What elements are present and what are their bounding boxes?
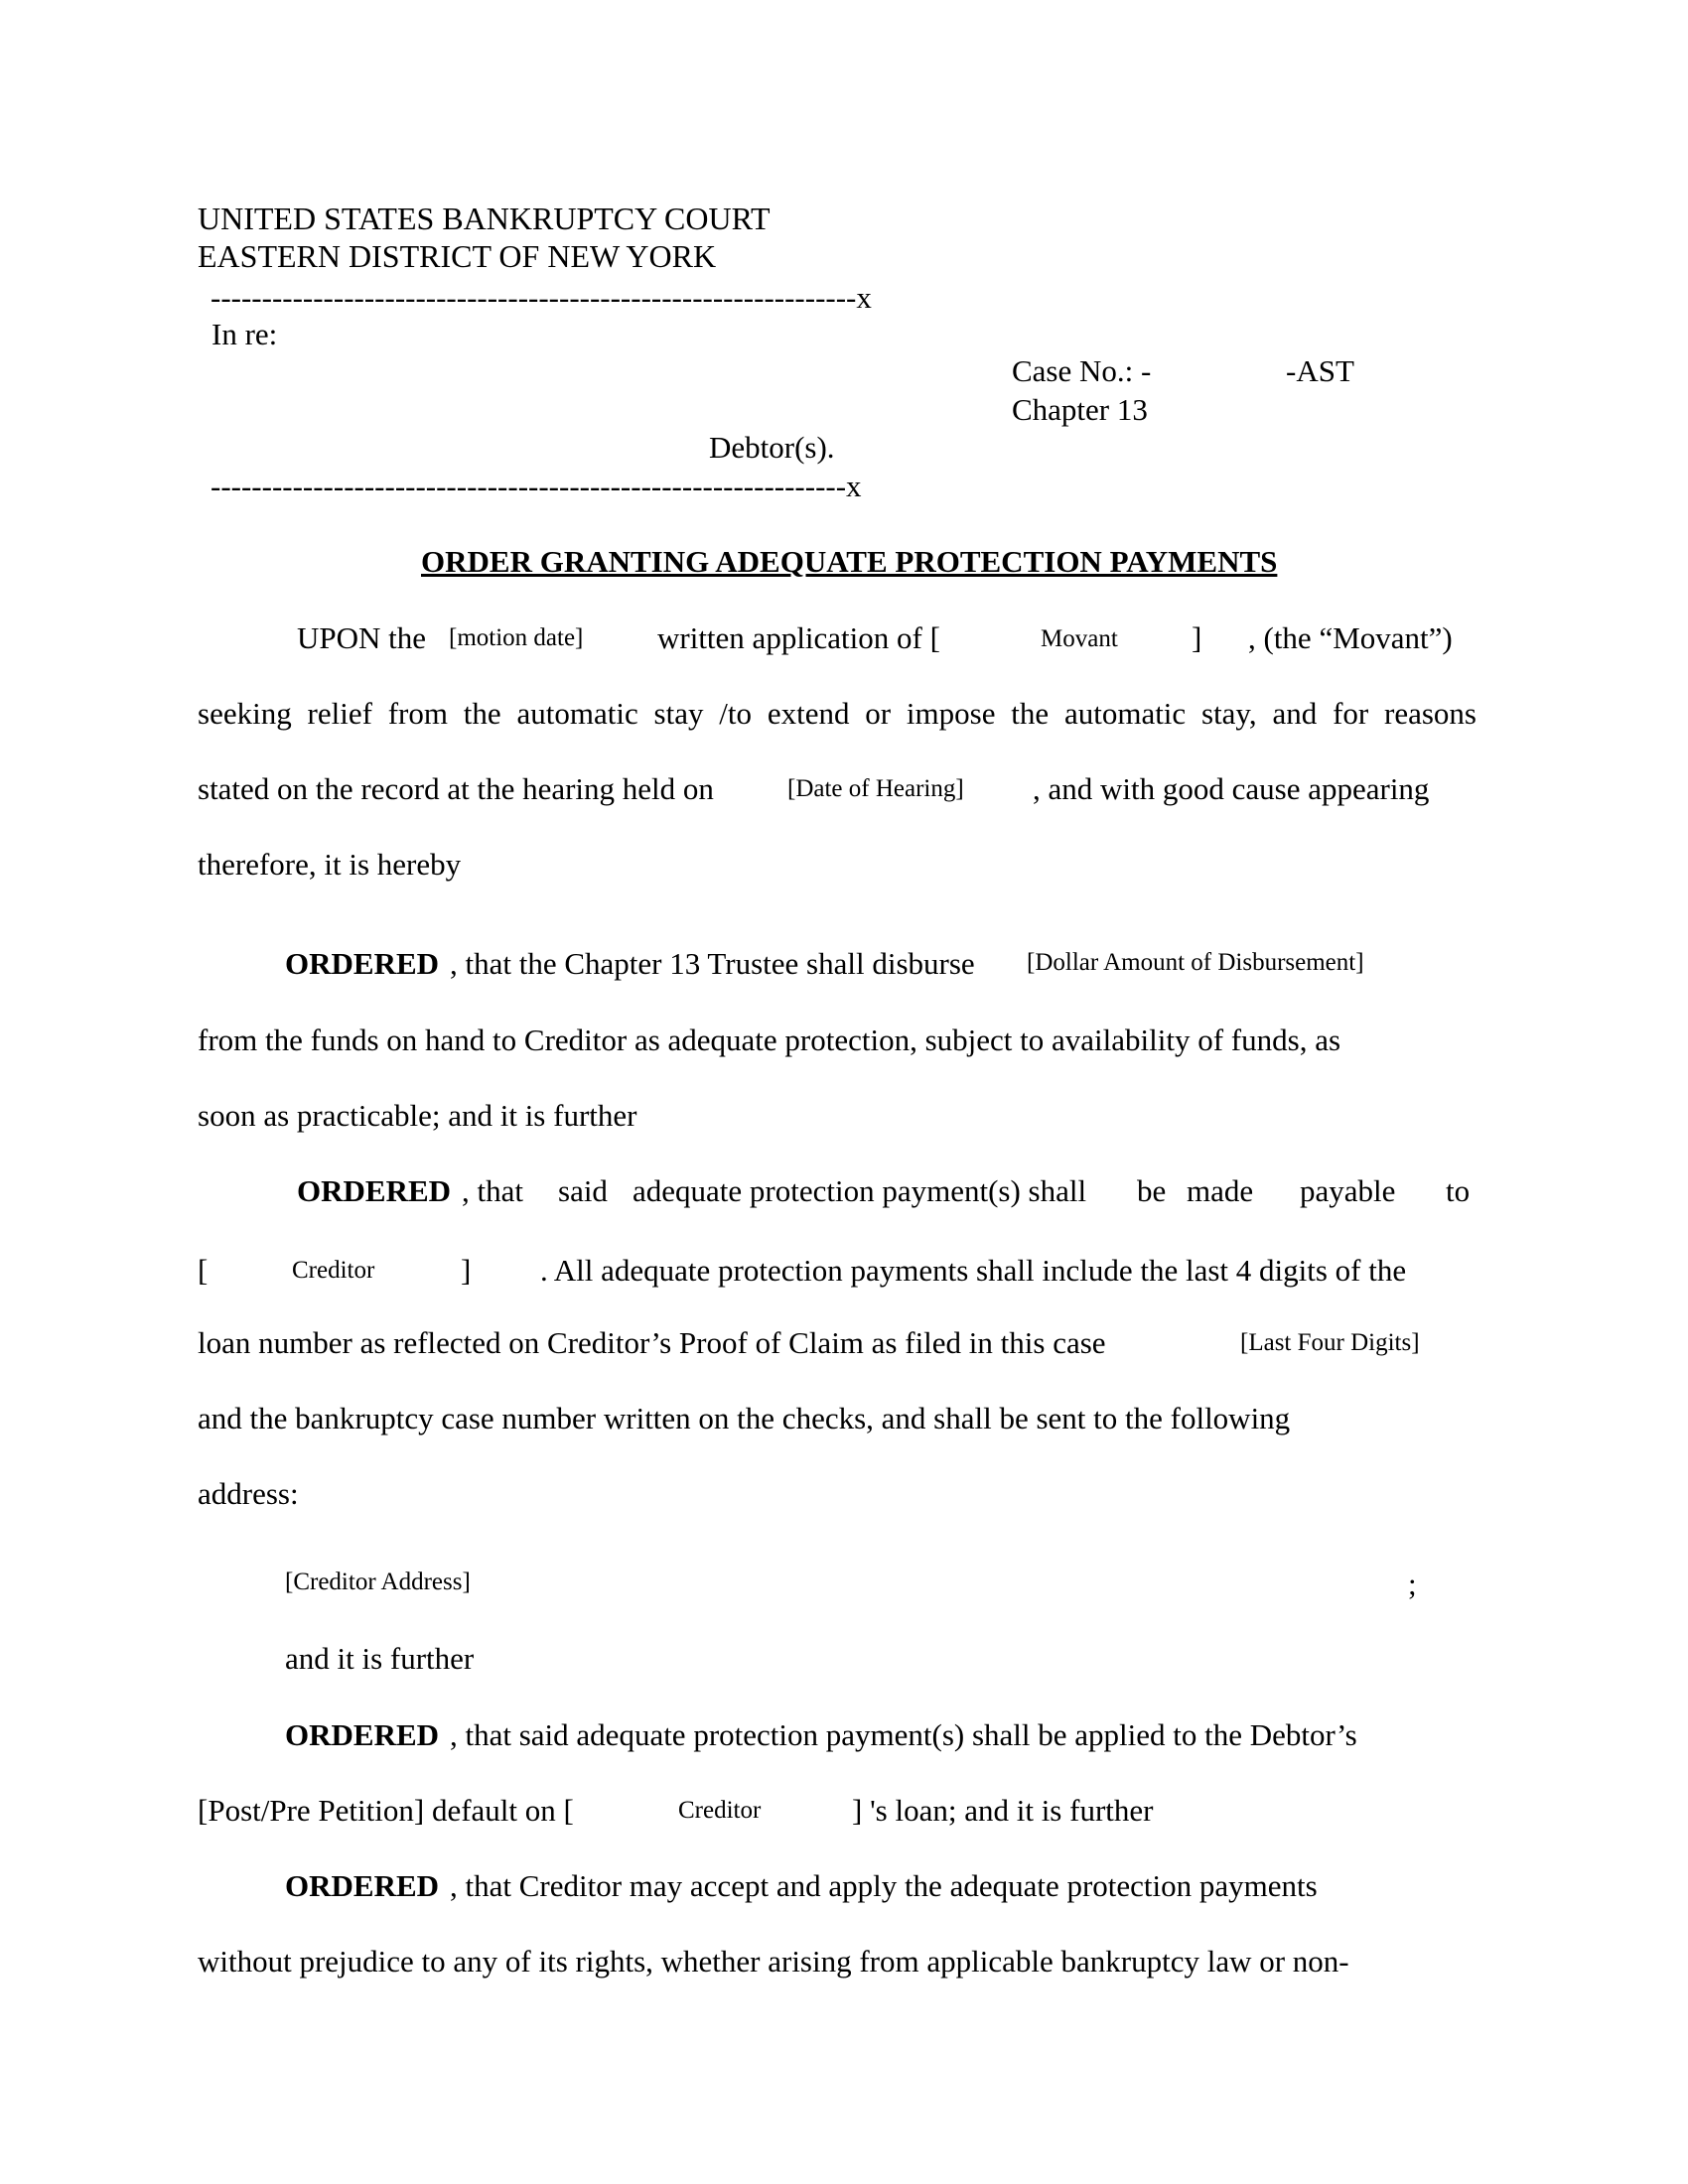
creditor-field: Creditor — [292, 1257, 375, 1284]
case-number-label: Case No.: - — [1012, 353, 1152, 388]
order2-words-adequate: adequate protection payment(s) shall — [633, 1173, 1087, 1208]
in-re-label: In re: — [211, 317, 278, 351]
para1-line3-end: , and with good cause appearing — [1033, 771, 1430, 806]
order1-ordered: ORDERED — [285, 946, 440, 981]
para1-line3-start: stated on the record at the hearing held on — [198, 771, 714, 806]
debtor-label: Debtor(s). — [709, 430, 835, 465]
disbursement-amount-field: [Dollar Amount of Disbursement] — [1027, 949, 1364, 976]
case-number-suffix: -AST — [1286, 353, 1354, 388]
order2-line2: . All adequate protection payments shall include the last 4 digits of the — [540, 1253, 1407, 1288]
document-title: ORDER GRANTING ADEQUATE PROTECTION PAYMENTS — [421, 544, 1278, 579]
para1-line2: seeking relief from the automatic stay /to extend or impose the automatic stay, and for reasons — [198, 696, 1477, 731]
upon-text: UPON the — [297, 620, 427, 655]
para1-line4: therefore, it is hereby — [198, 847, 462, 882]
order2-word-made: made — [1187, 1173, 1254, 1208]
court-district: EASTERN DISTRICT OF NEW YORK — [198, 238, 717, 274]
the-movant-text: , (the “Movant”) — [1248, 620, 1453, 655]
order2-ordered: ORDERED — [297, 1173, 452, 1208]
order3-line2-start: [Post/Pre Petition] default on [ — [198, 1793, 574, 1828]
order4-text: , that Creditor may accept and apply the adequate protection payments — [450, 1868, 1318, 1903]
creditor-address-field: [Creditor Address] — [285, 1569, 471, 1595]
movant-field: Movant — [1041, 625, 1118, 652]
chapter-label: Chapter 13 — [1012, 392, 1148, 427]
order2-word-to: to — [1446, 1173, 1471, 1208]
order2-bracket-close: ] — [461, 1253, 472, 1288]
motion-date-field: [motion date] — [449, 624, 584, 651]
caption-divider-top: ---------------------------------------------------------------x — [211, 280, 872, 315]
written-application-text: written application of [ — [657, 620, 940, 655]
order4-line2: without prejudice to any of its rights, whether arising from applicable bankruptcy law or non- — [198, 1944, 1349, 1979]
order1-text: , that the Chapter 13 Trustee shall disburse — [450, 946, 975, 981]
order2-further: and it is further — [285, 1641, 475, 1676]
court-name: UNITED STATES BANKRUPTCY COURT — [198, 201, 771, 236]
order4-ordered: ORDERED — [285, 1868, 440, 1903]
order2-line3: loan number as reflected on Creditor’s Proof of Claim as filed in this case — [198, 1325, 1106, 1360]
last-four-digits-field: [Last Four Digits] — [1240, 1329, 1420, 1356]
order1-line2: from the funds on hand to Creditor as adequate protection, subject to availability of funds, as — [198, 1023, 1341, 1057]
order2-line4: and the bankruptcy case number written on the checks, and shall be sent to the following — [198, 1401, 1291, 1435]
order2-word-that: , that — [462, 1173, 523, 1208]
order2-word-payable: payable — [1300, 1173, 1396, 1208]
order2-word-said: said — [558, 1173, 608, 1208]
order3-creditor-field: Creditor — [678, 1797, 762, 1824]
movant-bracket-close: ] — [1192, 620, 1202, 655]
order1-line3: soon as practicable; and it is further — [198, 1098, 637, 1133]
hearing-date-field: [Date of Hearing] — [787, 775, 964, 802]
order3-line2-end: ] 's loan; and it is further — [852, 1793, 1154, 1828]
order2-bracket-open: [ — [198, 1253, 209, 1288]
order2-line5: address: — [198, 1476, 299, 1511]
address-semicolon: ; — [1408, 1567, 1417, 1601]
order3-text: , that said adequate protection payment(s) shall be applied to the Debtor’s — [450, 1717, 1357, 1752]
order2-word-be: be — [1137, 1173, 1167, 1208]
caption-divider-bottom: --------------------------------------------------------------x — [211, 469, 862, 503]
order3-ordered: ORDERED — [285, 1717, 440, 1752]
